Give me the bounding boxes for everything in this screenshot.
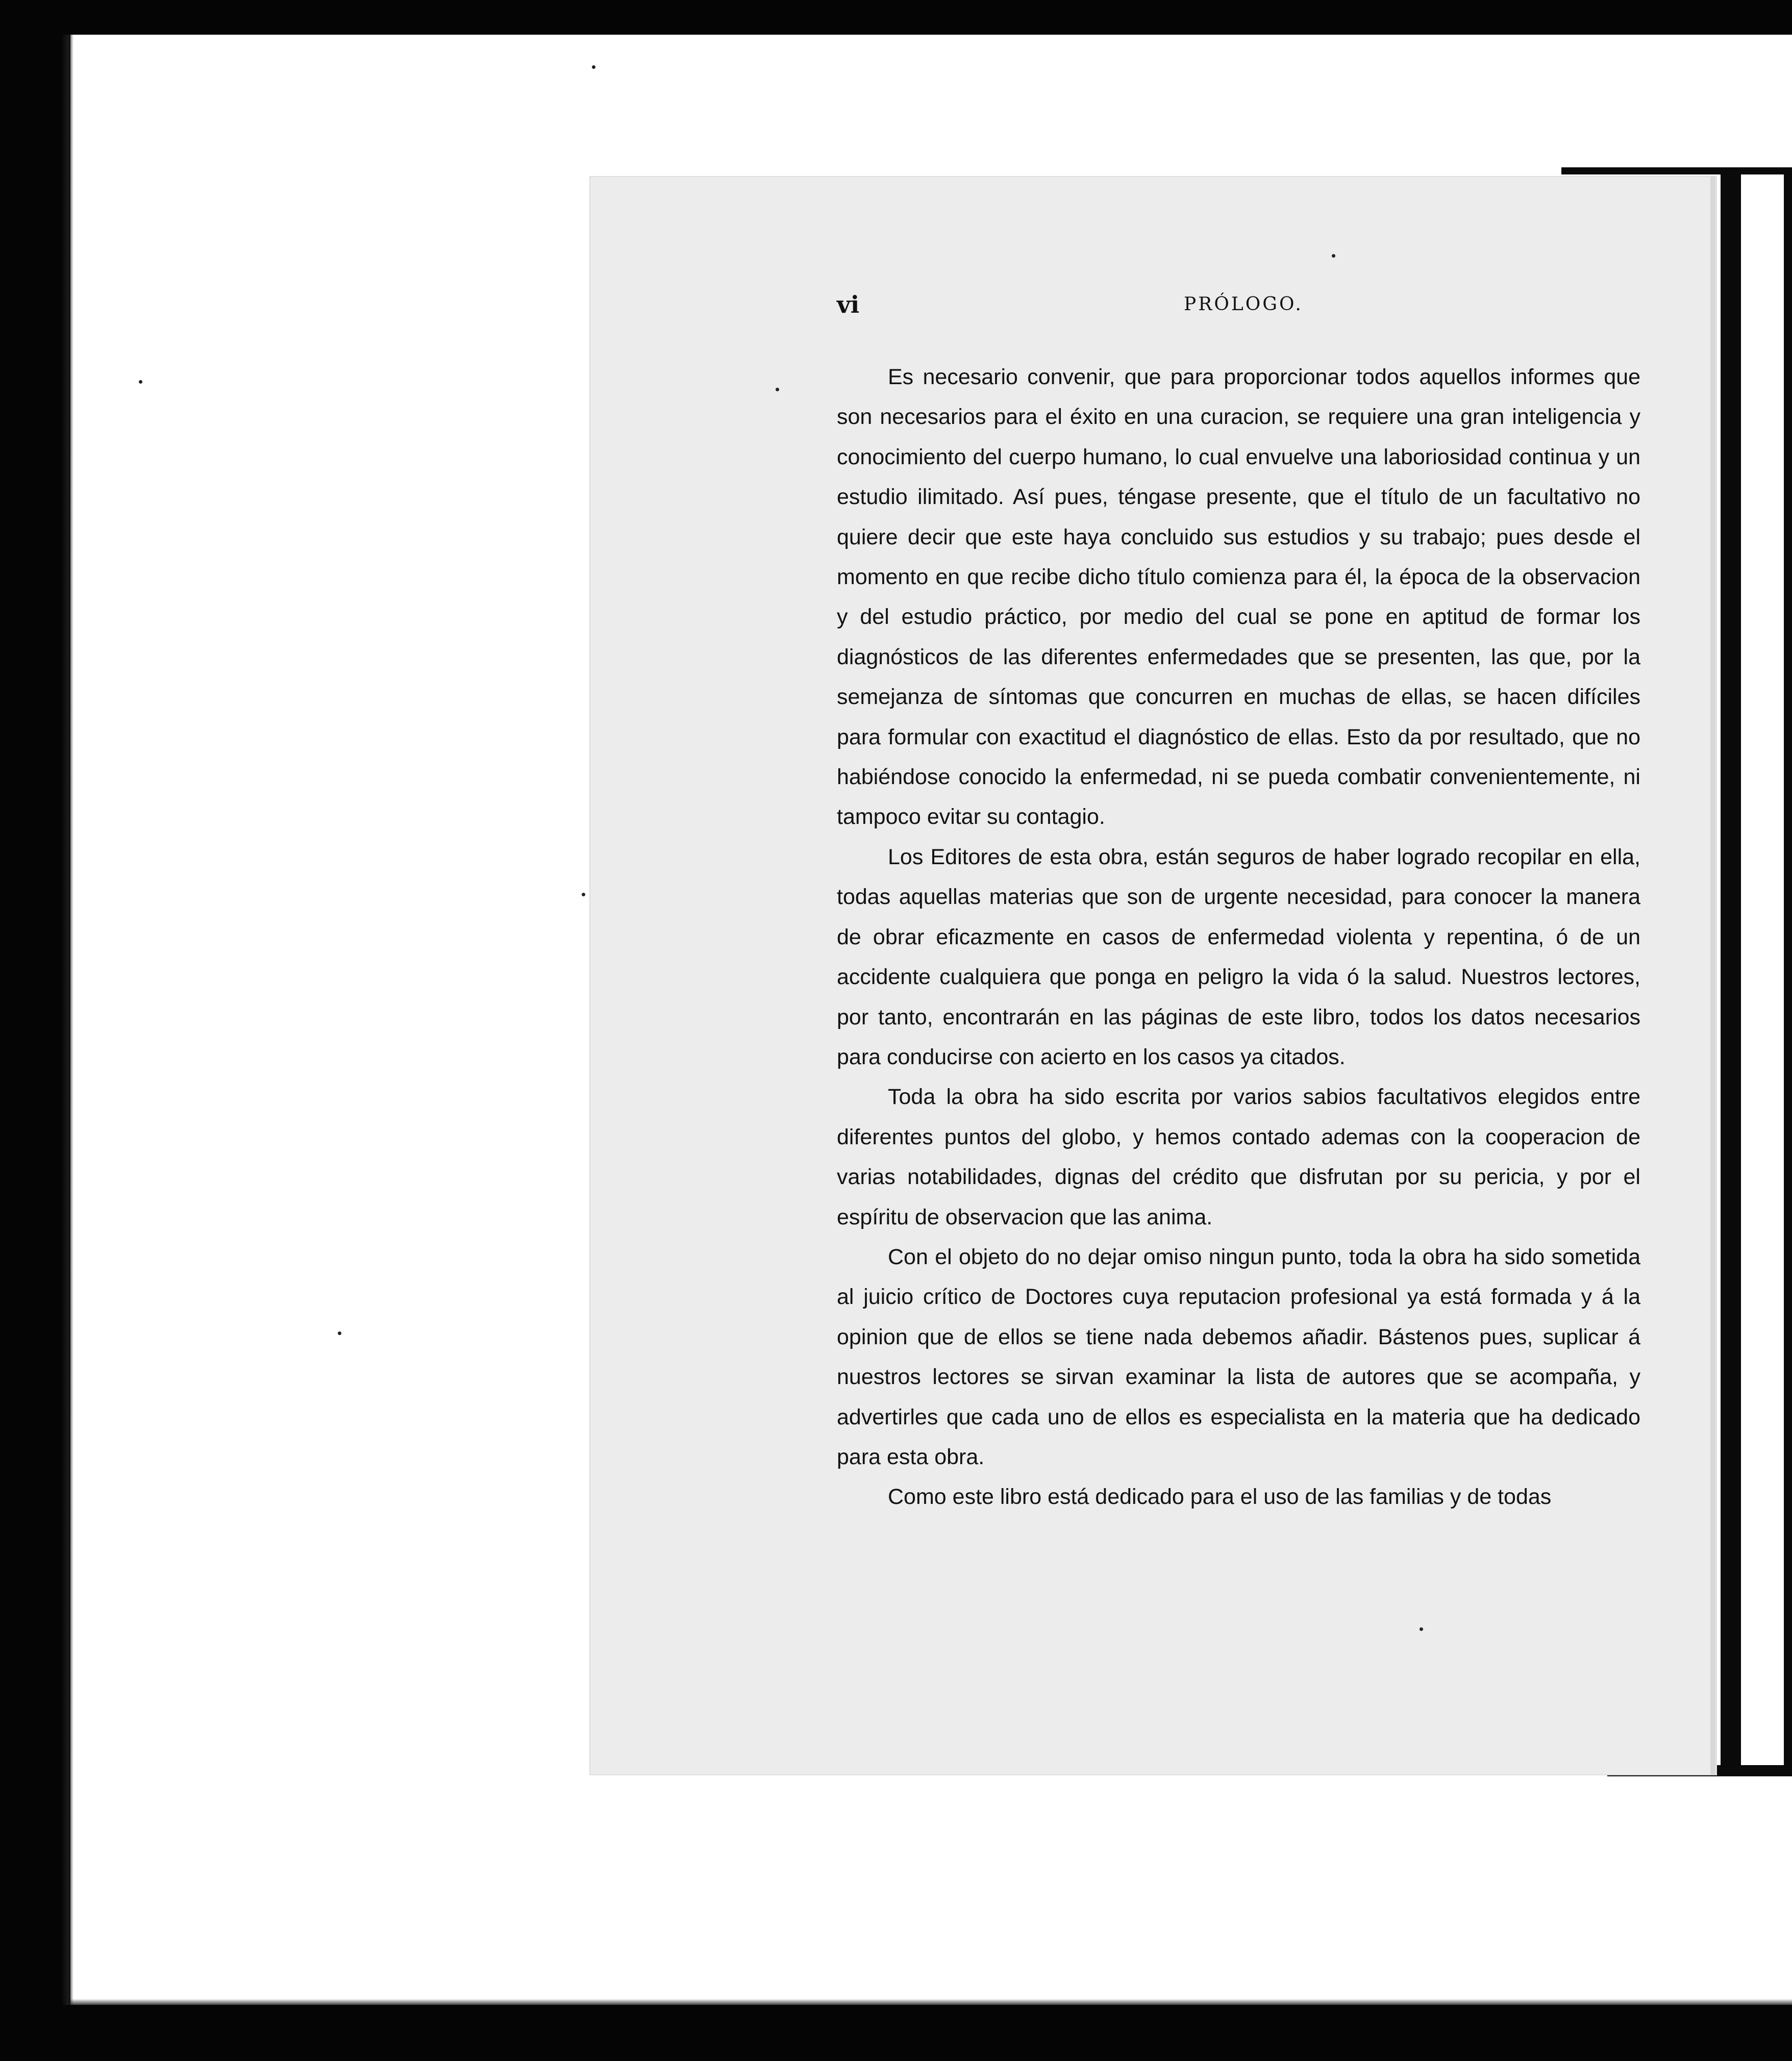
dust-speck bbox=[1332, 254, 1335, 258]
page-number: vi bbox=[837, 291, 860, 318]
scan-border-left-edge bbox=[61, 35, 73, 2005]
book-spine-top bbox=[1561, 167, 1792, 174]
running-title: PRÓLOGO. bbox=[1184, 294, 1303, 315]
paragraph: Toda la obra ha sido escrita por varios sabios facultativos elegidos entre diferentes puntos del globo, y hemos contado ademas con la cooperacion de varias notabilidades, dignas del crédito que disfrutan por su pericia, y por el espíritu de observacion que las anima. bbox=[837, 1085, 1640, 1229]
dust-speck bbox=[776, 388, 779, 391]
dust-speck bbox=[139, 380, 142, 384]
scan-border-left bbox=[0, 0, 70, 2061]
paragraph: Es necesario convenir, que para proporcionar todos aquellos informes que son necesarios para el éxito en una curacion, se requiere una gran inteligencia y conocimiento del cuerpo humano, lo cual envuelve una laboriosidad continua y un estudio ilimitado. Así pues, téngase presente, que el título de un facultativo no quiere decir que este haya concluido sus estudios y su trabajo; pues desde el momento en que recibe dicho título comienza para él, la época de la observacion y del estudio práctico, por medio del cual se pone en aptitud de formar los diagnósticos de las diferentes enfermedades que se presenten, las que, por la semejanza de síntomas que concurren en muchas de ellas, se hacen difíciles para formular con exactitud el diagnóstico de ellas. Esto da por resultado, que no habiéndose conocido la enfermedad, ni se pueda combatir convenientemente, ni tampoco evitar su contagio. bbox=[837, 365, 1640, 830]
book-spine bbox=[1721, 171, 1741, 1773]
scan-border-top bbox=[0, 0, 1792, 35]
dust-speck bbox=[338, 1331, 341, 1335]
dust-speck bbox=[1420, 1627, 1423, 1631]
dust-speck bbox=[592, 65, 595, 69]
paragraph: Como este libro está dedicado para el uso de las familias y de todas bbox=[888, 1485, 1552, 1510]
paragraph: Con el objeto do no dejar omiso ningun punto, toda la obra ha sido sometida al juicio crítico de Doctores cuya reputacion profesional ya está formada y á la opinion que de ellos se tiene nada debemos añadir. Bástenos pues, suplicar á nuestros lectores se sirvan examinar la lista de autores que se acompaña, y advertirles que cada uno de ellos es especialista en la materia que ha dedicado para esta obra. bbox=[837, 1244, 1640, 1469]
body-text bbox=[837, 357, 1640, 1517]
scan-border-bottom bbox=[0, 2005, 1792, 2061]
paragraph: Los Editores de esta obra, están seguros de haber logrado recopilar en ella, todas aquellas materias que son de urgente necesidad, para conocer la manera de obrar eficazmente en casos de enfermedad violenta y repentina, ó de un accidente cualquiera que ponga en peligro la vida ó la salud. Nuestros lectores, por tanto, encontrarán en las páginas de este libro, todos los datos necesarios para conducirse con acierto en los casos ya citados. bbox=[837, 844, 1640, 1069]
running-head bbox=[837, 291, 1643, 332]
book-spine-edge bbox=[1784, 171, 1792, 1773]
page-edge bbox=[1710, 176, 1715, 1775]
dust-speck bbox=[582, 893, 585, 896]
